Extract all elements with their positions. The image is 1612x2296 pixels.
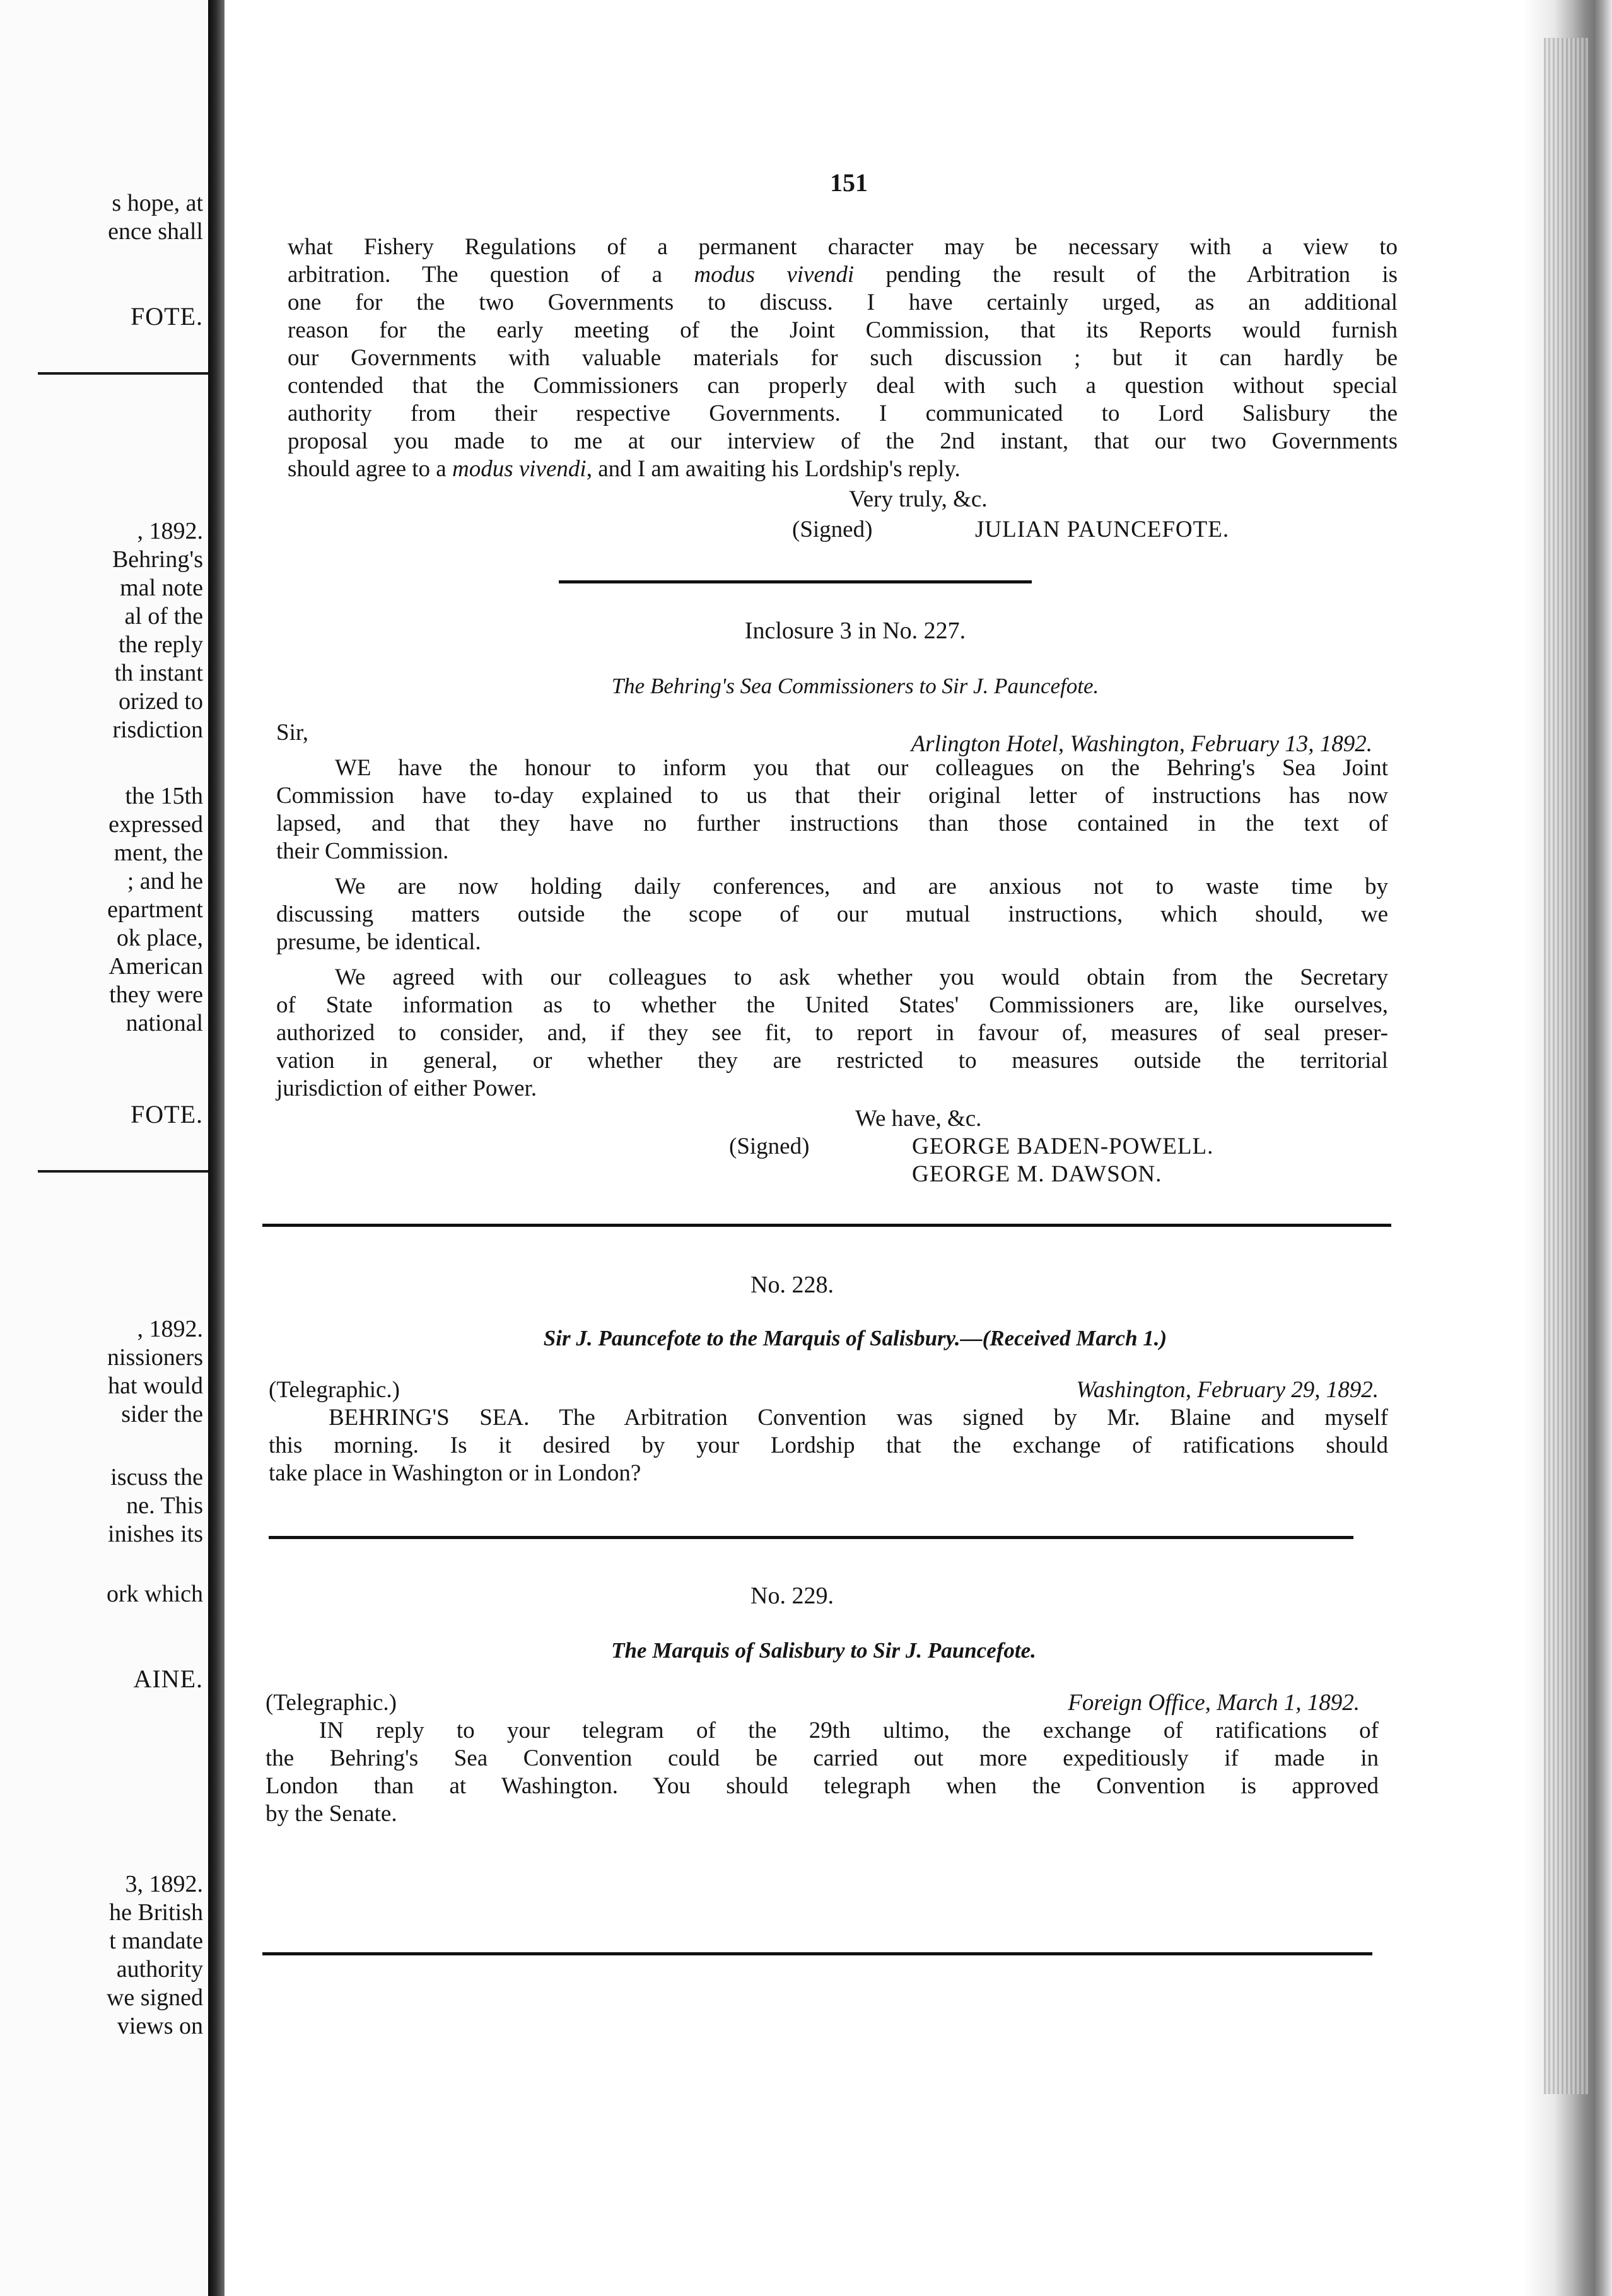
paragraph-line: jurisdiction of either Power. — [276, 1075, 537, 1101]
left-page-fragment-line: t mandate — [109, 1928, 203, 1954]
left-page-fragment-line: American — [108, 953, 203, 980]
paragraph-line: the Behring's Sea Convention could be carried out more expeditiously if made in — [266, 1745, 1379, 1771]
modus-vivendi-italic: modus vivendi — [452, 456, 587, 482]
paragraph-line: their Commission. — [276, 838, 449, 864]
inclosure-heading: Inclosure 3 in No. 227. — [744, 618, 966, 644]
telegraphic-label: (Telegraphic.) — [269, 1377, 400, 1403]
left-page-fragment-line: ment, the — [114, 840, 203, 866]
letter-line: our Governments with valuable materials for such discussion ; but it can hardly be — [288, 345, 1398, 371]
signer-name: GEORGE BADEN-POWELL. — [912, 1133, 1214, 1159]
letter-closing: We have, &c. — [855, 1106, 982, 1132]
paragraph-line: WE have the honour to inform you that our colleagues on the Behring's Sea Joint — [335, 755, 1388, 781]
paragraph-line: lapsed, and that they have no further instructions than those contained in the text of — [276, 811, 1388, 836]
left-page-fragment-line: ne. This — [126, 1492, 203, 1519]
paragription-line: IN reply to your telegram of the 29th ultimo, the exchange of ratifications of — [319, 1718, 1379, 1743]
paragraph-line: authorized to consider, and, if they see fit, to report in favour of, measures of seal preser- — [276, 1020, 1388, 1046]
paragraph-line: by the Senate. — [266, 1801, 397, 1827]
left-page-fragment-line: risdiction — [112, 717, 203, 743]
dateline: Arlington Hotel, Washington, February 13, 1892. — [911, 731, 1372, 757]
book-gutter — [208, 0, 225, 2296]
page-stack-edge — [1524, 0, 1612, 2296]
inclosure-title: The Behring's Sea Commissioners to Sir J. Pauncefote. — [611, 674, 1099, 698]
left-page-fragment-line: views on — [117, 2013, 203, 2039]
letter-line-part: pending the result of the Arbitration is — [854, 262, 1398, 288]
letter-line — [288, 455, 961, 483]
left-page-fragment-line: , 1892. — [137, 1316, 203, 1342]
letter-line: contended that the Commissioners can properly deal with such a question without special — [288, 373, 1398, 399]
left-page-fragment-line: authority — [116, 1956, 203, 1983]
left-page-fragment-line: hat would — [108, 1373, 203, 1399]
left-page-fragment-line: Behring's — [112, 546, 203, 573]
paragraph-line: vation in general, or whether they are restricted to measures outside the territorial — [276, 1048, 1388, 1074]
section-rule — [262, 1952, 1372, 1955]
letter-line: proposal you made to me at our interview of the 2nd instant, that our two Governments — [288, 428, 1398, 454]
left-page-fragment-line: ok place, — [116, 925, 203, 951]
dispatch-title: Sir J. Pauncefote to the Marquis of Salisbury.—(Received March 1.) — [543, 1326, 1167, 1350]
left-page-fragment-line: iscuss the — [110, 1464, 203, 1491]
paragraph-line: London than at Washington. You should telegraph when the Convention is approved — [266, 1773, 1379, 1799]
left-page-fragment-line: ence shall — [108, 218, 203, 245]
paragraph-line: of State information as to whether the United States' Commissioners are, like ourselves, — [276, 992, 1388, 1018]
left-page-fragment-line: orized to — [118, 688, 203, 715]
left-page-fragment-line: nissioners — [107, 1344, 203, 1371]
letter-closing: Very truly, &c. — [849, 486, 988, 512]
letter-line: what Fishery Regulations of a permanent character may be necessary with a view to — [288, 234, 1398, 260]
signer-name: GEORGE M. DAWSON. — [912, 1161, 1162, 1187]
left-page-fragment — [0, 0, 208, 2296]
signed-label: (Signed) — [792, 517, 873, 542]
left-page-fragment-line: sider the — [121, 1401, 203, 1427]
paragraph-line: We agreed with our colleagues to ask whether you would obtain from the Secretary — [335, 964, 1388, 990]
letter-line: one for the two Governments to discuss. I have certainly urged, as an additional — [288, 290, 1398, 315]
left-page-fragment-line: we signed — [106, 1984, 203, 2011]
letter-line-part: should agree to a — [288, 456, 452, 482]
left-page-fragment-line: mal note — [120, 575, 203, 601]
left-page-fragment-line: inishes its — [108, 1521, 203, 1547]
left-page-fragment-line: epartment — [107, 896, 203, 923]
left-page-fragment-line: AINE. — [133, 1665, 203, 1693]
letter-line — [288, 261, 1398, 289]
left-page-fragment-line: al of the — [124, 603, 203, 630]
left-page-fragment-line: he British — [109, 1899, 203, 1926]
paragraph-line: presume, be identical. — [276, 929, 481, 955]
dispatch-heading: No. 228. — [751, 1272, 834, 1298]
letter-line-part: , and I am awaiting his Lordship's reply. — [586, 456, 961, 482]
letter-line: authority from their respective Governments. I communicated to Lord Salisbury the — [288, 401, 1398, 426]
paragraph-line: this morning. Is it desired by your Lordship that the exchange of ratifications should — [269, 1432, 1388, 1458]
dateline: Washington, February 29, 1892. — [1076, 1377, 1379, 1403]
left-page-fragment-line: 3, 1892. — [125, 1871, 203, 1897]
paragraph-line: Commission have to-day explained to us that their original letter of instructions has now — [276, 783, 1388, 809]
signer-name: JULIAN PAUNCEFOTE. — [975, 517, 1230, 542]
modus-vivendi-italic: modus vivendi — [694, 262, 855, 288]
document-page — [225, 0, 1524, 2296]
dispatch-title: The Marquis of Salisbury to Sir J. Pauncefote. — [611, 1638, 1036, 1663]
section-rule — [559, 580, 1032, 583]
left-page-fragment-line: they were — [109, 981, 203, 1008]
paragraph-line: BEHRING'S SEA. The Arbitration Convention was signed by Mr. Blaine and myself — [329, 1405, 1388, 1431]
left-page-fragment-line: the reply — [118, 631, 203, 658]
left-page-fragment-line: ; and he — [127, 868, 203, 894]
left-page-fragment-line: ork which — [106, 1581, 203, 1607]
page-number: 151 — [830, 168, 868, 197]
section-rule — [269, 1536, 1353, 1539]
paragraph-line: We are now holding daily conferences, and are anxious not to waste time by — [335, 874, 1388, 899]
letter-line-part: arbitration. The question of a — [288, 262, 694, 288]
left-page-fragment-line: national — [126, 1010, 203, 1036]
signed-label: (Signed) — [729, 1133, 810, 1159]
left-page-fragment-line: s hope, at — [112, 190, 203, 216]
left-page-fragment-line: th instant — [114, 660, 203, 686]
left-page-rule — [38, 1170, 208, 1173]
left-page-fragment-line: the 15th — [125, 783, 203, 809]
left-page-rule — [38, 372, 208, 375]
dateline: Foreign Office, March 1, 1892. — [1068, 1690, 1360, 1716]
letter-line: reason for the early meeting of the Joint Commission, that its Reports would furnish — [288, 317, 1398, 343]
telegraphic-label: (Telegraphic.) — [266, 1690, 397, 1716]
left-page-fragment-line: FOTE. — [131, 302, 203, 331]
left-page-fragment-line: , 1892. — [137, 518, 203, 544]
paragraph-line: take place in Washington or in London? — [269, 1460, 641, 1486]
section-rule — [262, 1224, 1391, 1227]
paragraph-line: discussing matters outside the scope of our mutual instructions, which should, we — [276, 901, 1388, 927]
left-page-fragment-line: expressed — [108, 811, 203, 838]
salutation: Sir, — [276, 720, 308, 746]
left-page-fragment-line: FOTE. — [131, 1100, 203, 1128]
dispatch-heading: No. 229. — [751, 1583, 834, 1609]
